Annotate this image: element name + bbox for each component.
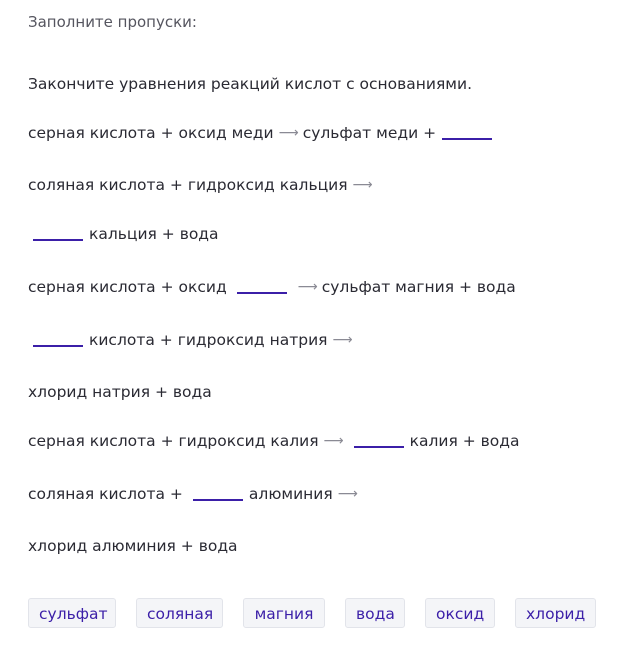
equation-text: калия + вода [409, 432, 520, 450]
option-chip[interactable]: вода [345, 598, 405, 628]
arrow-icon: ⟶ [337, 486, 357, 502]
equation-text: соляная кислота + гидроксид кальция [28, 176, 348, 194]
equation-text: хлорид натрия + вода [28, 383, 212, 401]
equation-text: серная кислота + гидроксид калия [28, 432, 319, 450]
arrow-icon: ⟶ [297, 279, 317, 295]
equation-line-7 [28, 430, 519, 452]
task-text: Закончите уравнения реакций кислот с основаниями. [28, 75, 473, 93]
equation-line-4 [28, 276, 516, 298]
blank-drop-zone-1[interactable] [442, 122, 492, 140]
arrow-icon: ⟶ [323, 433, 343, 449]
equation-text: сульфат магния + вода [321, 278, 516, 296]
blank-drop-zone-3[interactable] [237, 276, 287, 294]
equation-text: алюминия [248, 485, 333, 503]
instruction-text: Заполните пропуски: [28, 13, 197, 31]
equation-line-5 [28, 329, 357, 351]
equation-text: кислота + гидроксид натрия [89, 331, 328, 349]
arrow-icon: ⟶ [352, 177, 372, 193]
option-chip[interactable]: хлорид [515, 598, 596, 628]
equation-text: хлорид алюминия + вода [28, 537, 238, 555]
equation-line-6 [28, 381, 212, 403]
option-chip[interactable]: магния [243, 598, 325, 628]
blank-drop-zone-2[interactable] [33, 223, 83, 241]
option-chip[interactable]: соляная [136, 598, 223, 628]
equation-text: серная кислота + оксид [28, 278, 227, 296]
blank-drop-zone-6[interactable] [193, 483, 243, 501]
equation-line-3 [28, 223, 219, 245]
arrow-icon: ⟶ [332, 332, 352, 348]
equation-text: серная кислота + оксид меди [28, 124, 274, 142]
equation-text: соляная кислота + [28, 485, 183, 503]
equation-text: кальция + вода [89, 225, 219, 243]
blank-drop-zone-5[interactable] [354, 430, 404, 448]
option-chip[interactable]: сульфат [28, 598, 116, 628]
equation-text: сульфат меди + [302, 124, 437, 142]
equation-line-9 [28, 535, 238, 557]
blank-drop-zone-4[interactable] [33, 329, 83, 347]
equation-line-2 [28, 174, 377, 196]
equation-line-8 [28, 483, 362, 505]
equation-line-1 [28, 122, 498, 144]
arrow-icon: ⟶ [278, 125, 298, 141]
option-chip[interactable]: оксид [425, 598, 495, 628]
